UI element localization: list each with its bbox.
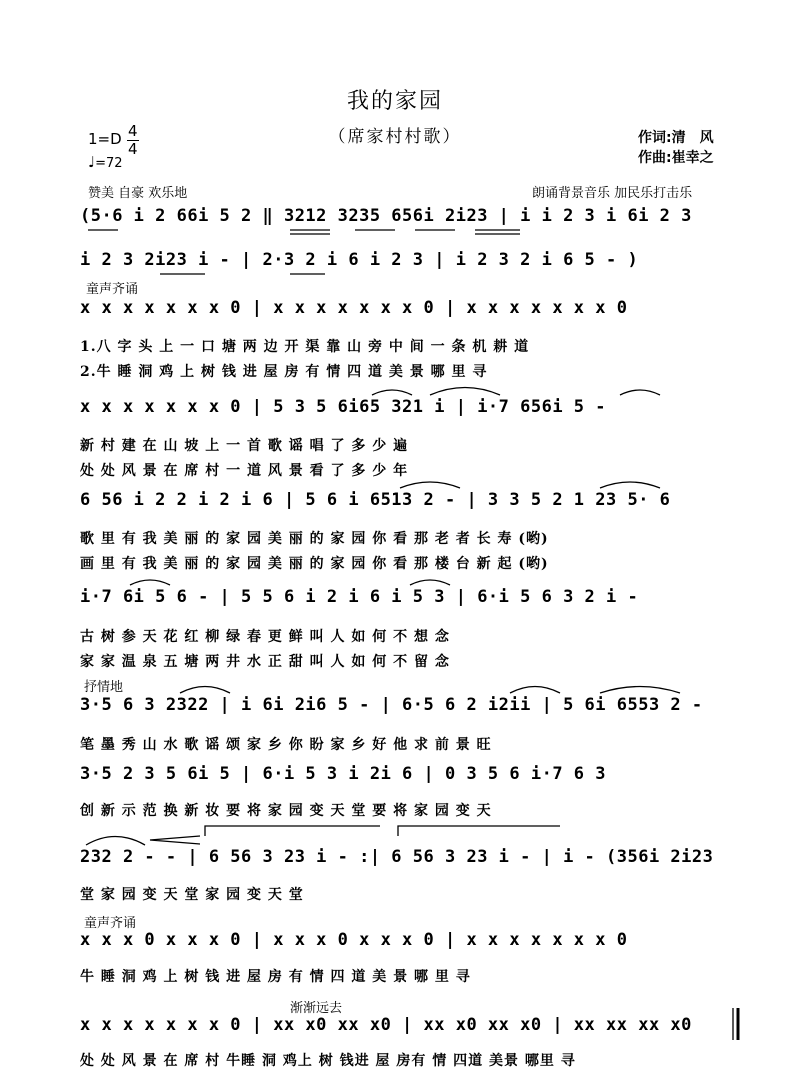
lyric-line: 歌 里 有 我 美 丽 的 家 园 美 丽 的 家 园 你 看 那 老 者 长 寿 (哟) — [80, 531, 549, 547]
music-line-10: x x x 0 x x x 0 | x x x 0 x x x 0 | x x x x x x x 0 — [80, 930, 628, 950]
lyric-line: 牛 睡 洞 鸡 上 树 钱 进 屋 房 有 情 四 道 美 景 哪 里 寻 — [80, 969, 471, 985]
key-signature: 1=D — [88, 130, 122, 148]
lyric-line: 新 村 建 在 山 坡 上 一 首 歌 谣 唱 了 多 少 遍 — [80, 438, 409, 454]
music-line-1: (5·6 i 2 66i 5 2 ‖ 3212 3235 656i 2i23 | i i 2 3 i 6i 2 3 — [80, 206, 692, 226]
lyric-line: 处 处 风 景 在 席 村 牛睡 洞 鸡上 树 钱进 屋 房有 情 四道 美景 哪里 寻 — [80, 1053, 576, 1069]
time-signature-bottom: 4 — [128, 140, 138, 158]
music-line-5: 6 56 i 2 2 i 2 i 6 | 5 6 i 6513 2 - | 3 3 5 2 1 23 5· 6 — [80, 490, 671, 510]
lyric-line: 笔 墨 秀 山 水 歌 谣 颂 家 乡 你 盼 家 乡 好 他 求 前 景 旺 — [80, 737, 492, 753]
song-title: 我的家园 — [346, 89, 443, 114]
music-line-2: i 2 3 2i23 i - | 2·3 2 i 6 i 2 3 | i 2 3 2 i 6 5 - ) — [80, 250, 639, 270]
lyricist-credit: 作词:清 风 — [638, 130, 714, 146]
lyric-line: 创 新 示 范 换 新 妆 要 将 家 园 变 天 堂 要 将 家 园 变 天 — [80, 803, 492, 819]
children-recite-mark: 童声齐诵 — [86, 282, 139, 297]
expression-mark: 赞美 自豪 欢乐地 — [88, 186, 188, 201]
quarter-note-icon: ♩ — [88, 153, 96, 171]
lyric-line: 画 里 有 我 美 丽 的 家 园 美 丽 的 家 园 你 看 那 楼 台 新 起 (哟) — [80, 556, 549, 572]
lyric-line: 2.牛 睡 洞 鸡 上 树 钱 进 屋 房 有 情 四 道 美 景 哪 里 寻 — [80, 364, 488, 380]
composer-credit: 作曲:崔幸之 — [638, 150, 714, 166]
fade-out-mark: 渐渐远去 — [290, 1001, 343, 1016]
music-line-3: x x x x x x x 0 | x x x x x x x 0 | x x x x x x x 0 — [80, 298, 628, 318]
children-recite-mark-2: 童声齐诵 — [84, 916, 137, 931]
song-subtitle: （席家村村歌） — [328, 127, 462, 147]
music-line-9: 232 2 - - | 6 56 3 23 i - :| 6 56 3 23 i - | i - (356i 2i23 — [80, 847, 714, 867]
music-line-7: 3·5 6 3 2322 | i 6i 2i6 5 - | 6·5 6 2 i2ii | 5 6i 6553 2 - — [80, 695, 703, 715]
accompaniment-mark: 朗诵背景音乐 加民乐打击乐 — [532, 186, 693, 201]
music-line-4: x x x x x x x 0 | 5 3 5 6i65 321 i | i·7 656i 5 - — [80, 397, 607, 417]
music-line-11: x x x x x x x 0 | xx x0 xx x0 | xx x0 xx x0 | xx xx xx x0 — [80, 1015, 692, 1035]
lyric-line: 古 树 参 天 花 红 柳 绿 春 更 鲜 叫 人 如 何 不 想 念 — [80, 629, 450, 645]
tempo-value: =72 — [95, 156, 123, 171]
lyric-line: 堂 家 园 变 天 堂 家 园 变 天 堂 — [80, 887, 304, 903]
lyric-line: 1.八 字 头 上 一 口 塘 两 边 开 渠 靠 山 旁 中 间 一 条 机 耕 道 — [80, 339, 530, 355]
music-line-8: 3·5 2 3 5 6i 5 | 6·i 5 3 i 2i 6 | 0 3 5 6 i·7 6 3 — [80, 764, 607, 784]
music-line-6: i·7 6i 5 6 - | 5 5 6 i 2 i 6 i 5 3 | 6·i 5 6 3 2 i - — [80, 587, 639, 607]
lyric-line: 处 处 风 景 在 席 村 一 道 风 景 看 了 多 少 年 — [80, 463, 409, 479]
time-signature-top: 4 — [128, 122, 138, 140]
lyric-line: 家 家 温 泉 五 塘 两 井 水 正 甜 叫 人 如 何 不 留 念 — [80, 654, 450, 670]
lyrical-mark: 抒情地 — [84, 680, 124, 695]
